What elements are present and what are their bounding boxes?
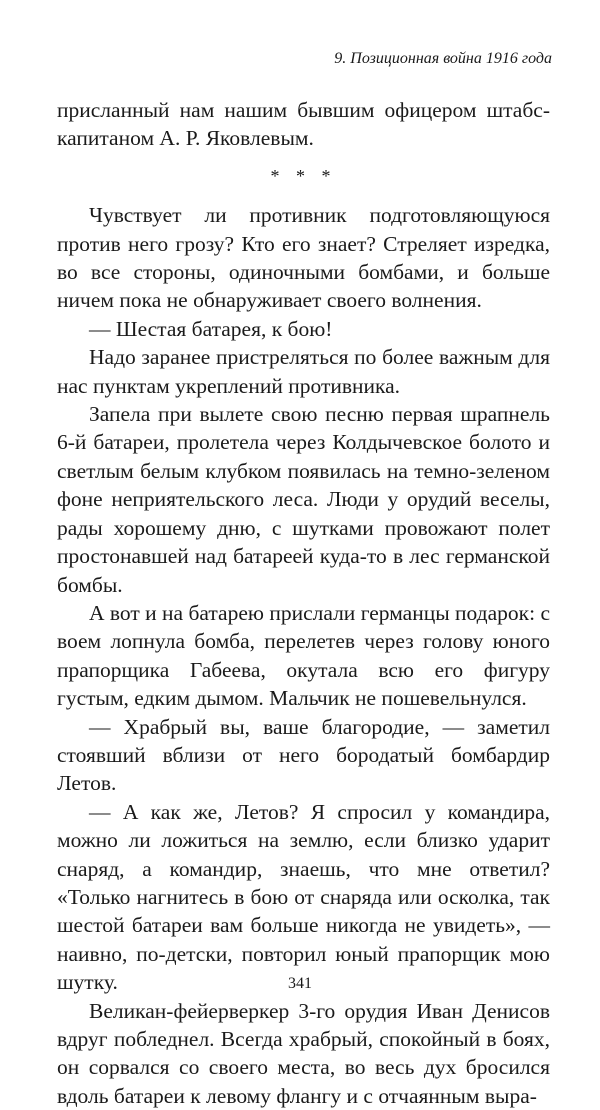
paragraph: — А как же, Летов? Я спросил у командира, можно ли ложиться на землю, если близко ударит снаряд, а командир, знаешь, что мне ответил? «Только нагнитесь в бою от снаряда или осколка, так шестой батареи вам больше никогда не увидеть», — наивно, по-детски, повторил юный прапорщик мою шутку. xyxy=(57,799,550,995)
section-separator: * * * xyxy=(270,165,337,186)
paragraph: Великан-фейерверкер 3-го орудия Иван Денисов вдруг побледнел. Всегда храбрый, спокойный в боях, он сорвался со своего места, во весь дух бросился вдоль батареи к левому флангу и с отчаянным выра- xyxy=(57,998,550,1108)
paragraph: — Шестая батарея, к бою! xyxy=(89,316,333,341)
paragraph: Запела при вылете свою песню первая шрапнель 6-й батареи, пролетела через Колдычевское болото и светлым белым клубком появилась на темно-зеленом фоне неприятельского леса. Люди у орудий веселы, рады хорошему дню, с шутками провожают полет простонавшей над батареей куда-то в лес германской бомбы. xyxy=(57,402,550,597)
body-text xyxy=(57,96,550,1110)
running-header: 9. Позиционная война 1916 года xyxy=(334,50,552,67)
paragraph: Надо заранее пристреляться по более важным для нас пунктам укреплений противника. xyxy=(57,345,550,398)
paragraph: Чувствует ли противник подготовляющуюся против него грозу? Кто его знает? Стреляет изредка, во все стороны, одиночными бомбами, и больше ничем пока не обнаруживает своего волнения. xyxy=(57,203,550,313)
continuation-paragraph: присланный нам нашим бывшим офицером штабс-капитаном А. Р. Яковлевым. xyxy=(57,98,550,151)
paragraph: — Храбрый вы, ваше благородие, — заметил стоявший вблизи от него бородатый бомбардир Летов. xyxy=(57,714,550,796)
page-number: 341 xyxy=(288,975,312,992)
paragraph: А вот и на батарею прислали германцы подарок: с воем лопнула бомба, перелетев через голову юного прапорщика Габеева, окутала всю его фигуру густым, едким дымом. Мальчик не пошевельнулся. xyxy=(57,600,550,711)
